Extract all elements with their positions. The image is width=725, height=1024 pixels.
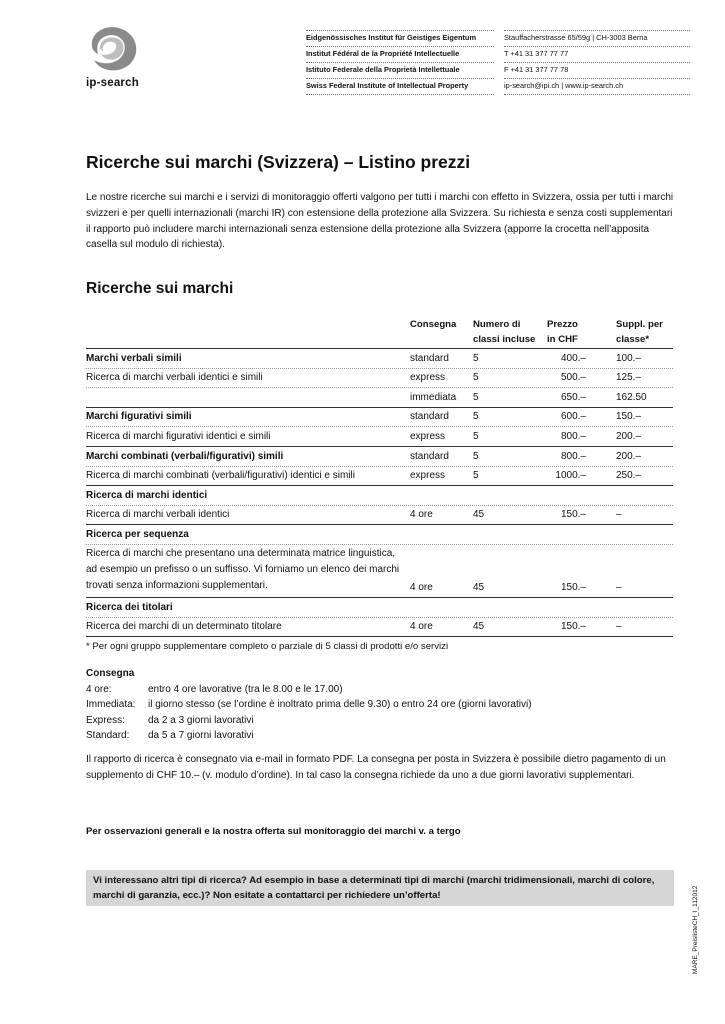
page-title: Ricerche sui marchi (Svizzera) – Listino prezzi: [86, 152, 471, 172]
row-suppl: –: [616, 509, 622, 521]
row-label: Marchi combinati (verbali/figurativi) simili: [86, 450, 284, 462]
delivery-item: [86, 728, 676, 744]
row-label: Marchi figurativi simili: [86, 411, 192, 423]
row-label: Ricerca di marchi identici: [86, 489, 208, 501]
table-row: [86, 598, 673, 618]
row-classes: 45: [473, 621, 485, 633]
intro-paragraph: Le nostre ricerche sui marchi e i servizi di monitoraggio offerti valgono per tutti i marchi con effetto in Svizzera, ossia per tutti i marchi svizzeri e per quelli internazionali (marchi IR) con estensione della protezione alla Svizzera. Su richiesta e senza costi supplementari il rapporto può includere marchi internazionali senza estensione della protezione alla Svizzera (apporre la crocetta nell’apposita casella sul modulo di richiesta).: [86, 192, 674, 251]
contact-fax: F +41 31 377 77 78: [504, 62, 690, 78]
row-label: Ricerca di marchi verbali identici e simili: [86, 372, 263, 384]
header-suppl: Suppl. per classe*: [616, 319, 663, 345]
table-row: [86, 408, 673, 428]
delivery-value: il giorno stesso (se l’ordine è inoltrato prima delle 9.30) o entro 24 ore (giorni lavorativi): [148, 699, 532, 710]
row-delivery: standard: [410, 411, 449, 423]
row-classes: 5: [473, 391, 479, 403]
row-label: Marchi verbali simili: [86, 352, 182, 364]
table-row: [86, 525, 673, 545]
document-code: MARE_PreislisteCH_I_112012: [692, 885, 699, 974]
header-classi: Numero di classi incluse: [473, 319, 536, 345]
table-row: [86, 447, 673, 467]
row-delivery: express: [410, 372, 446, 384]
row-price: 650.–: [560, 391, 586, 403]
contact-info: [504, 30, 690, 95]
row-price: 500.–: [560, 372, 586, 384]
row-suppl: –: [616, 581, 622, 593]
row-label: Ricerca di marchi che presentano una determinata matrice linguistica, ad esempio un prefisso o un suffisso. Vi forniamo un elenco dei marchi trovati senza informazioni supplementari.: [86, 547, 400, 591]
row-label: Ricerca di marchi verbali identici: [86, 509, 230, 521]
contact-address: Stauffacherstrasse 65/59g | CH-3003 Berna: [504, 30, 690, 46]
monitoring-note: Per osservazioni generali e la nostra offerta sul monitoraggio dei marchi v. a tergo: [86, 826, 461, 837]
row-classes: 5: [473, 352, 479, 364]
row-label: Ricerca dei titolari: [86, 601, 173, 613]
row-label: Ricerca di marchi figurativi identici e simili: [86, 430, 271, 442]
delivery-value: da 2 a 3 giorni lavorativi: [148, 714, 254, 726]
other-searches-callout: Vi interessano altri tipi di ricerca? Ad esempio in base a determinati tipi di marchi (marchi tridimensionali, marchi di colore, marchi di garanzia, ecc.)? Non esitate a contattarci per richiedere un’offerta!: [86, 870, 674, 906]
table-row: [86, 369, 673, 389]
row-price: 1000.–: [555, 470, 586, 482]
row-price: 150.–: [560, 581, 586, 593]
row-classes: 5: [473, 450, 479, 462]
row-classes: 5: [473, 411, 479, 423]
row-label: Ricerca di marchi combinati (verbali/figurativi) identici e simili: [86, 470, 355, 482]
row-suppl: 250.–: [616, 470, 642, 482]
delivery-key: Standard:: [86, 730, 130, 741]
row-price: 150.–: [560, 509, 586, 521]
row-suppl: –: [616, 621, 622, 633]
table-row: [86, 388, 673, 408]
row-delivery: 4 ore: [410, 509, 433, 521]
row-delivery: standard: [410, 352, 449, 364]
row-delivery: express: [410, 470, 446, 482]
row-classes: 45: [473, 581, 485, 593]
row-suppl: 200.–: [616, 430, 642, 442]
institution-fr: Institut Fédéral de la Propriété Intellectuelle: [306, 46, 494, 62]
table-row: [86, 486, 673, 506]
table-row: [86, 618, 673, 638]
institution-names: [306, 30, 494, 95]
contact-email-web: ip-search@ipi.ch | www.ip-search.ch: [504, 78, 690, 95]
row-classes: 45: [473, 509, 485, 521]
ip-search-logo-icon: [86, 24, 142, 74]
row-classes: 5: [473, 470, 479, 482]
header-prezzo: Prezzo in CHF: [547, 319, 578, 345]
contact-phone: T +41 31 377 77 77: [504, 46, 690, 62]
table-row: [86, 467, 673, 487]
price-table: [86, 316, 673, 652]
table-footnote: * Per ogni gruppo supplementare completo o parziale di 5 classi di prodotti e/o servizi: [86, 641, 449, 653]
row-label: Ricerca per sequenza: [86, 528, 189, 540]
row-delivery: immediata: [410, 391, 457, 403]
row-price: 400.–: [560, 352, 586, 364]
row-classes: 5: [473, 430, 479, 442]
row-suppl: 162.50: [616, 391, 647, 403]
delivery-value: entro 4 ore lavorative (tra le 8.00 e le 17.00): [148, 683, 343, 695]
row-delivery: standard: [410, 450, 449, 462]
header-consegna: Consegna: [410, 319, 457, 330]
table-row: [86, 427, 673, 447]
table-row: [86, 506, 673, 526]
institution-de: Eidgenössisches Institut für Geistiges Eigentum: [306, 30, 494, 46]
row-delivery: 4 ore: [410, 621, 433, 633]
row-delivery: 4 ore: [410, 581, 433, 593]
delivery-key: Express:: [86, 714, 125, 726]
row-classes: 5: [473, 372, 479, 384]
row-label: Ricerca dei marchi di un determinato titolare: [86, 621, 282, 633]
delivery-item: [86, 682, 676, 698]
pdf-delivery-paragraph: Il rapporto di ricerca è consegnato via e-mail in formato PDF. La consegna per posta in Svizzera è possibile dietro pagamento di un supplemento di CHF 10.– (v. modulo d’ordine). In tal caso la consegna richiede da uno a due giorni lavorativi supplementari.: [86, 754, 666, 781]
delivery-item: [86, 697, 676, 713]
row-price: 150.–: [560, 621, 586, 633]
table-header: [86, 316, 673, 349]
row-delivery: express: [410, 430, 446, 442]
row-price: 800.–: [560, 450, 586, 462]
row-suppl: 100.–: [616, 352, 642, 364]
section-title: Ricerche sui marchi: [86, 280, 234, 297]
table-row: [86, 349, 673, 369]
delivery-key: 4 ore:: [86, 683, 112, 695]
row-suppl: 150.–: [616, 411, 642, 423]
delivery-section: [86, 666, 676, 744]
institution-en: Swiss Federal Institute of Intellectual Property: [306, 78, 494, 95]
delivery-item: [86, 713, 676, 729]
row-suppl: 200.–: [616, 450, 642, 462]
table-row: [86, 545, 673, 598]
delivery-key: Immediata:: [86, 699, 136, 710]
row-price: 600.–: [560, 411, 586, 423]
row-suppl: 125.–: [616, 372, 642, 384]
row-price: 800.–: [560, 430, 586, 442]
delivery-title: Consegna: [86, 668, 135, 679]
delivery-value: da 5 a 7 giorni lavorativi: [148, 730, 254, 741]
logo-text: ip-search: [86, 77, 139, 89]
institution-it: Istituto Federale della Proprietà Intellettuale: [306, 62, 494, 78]
